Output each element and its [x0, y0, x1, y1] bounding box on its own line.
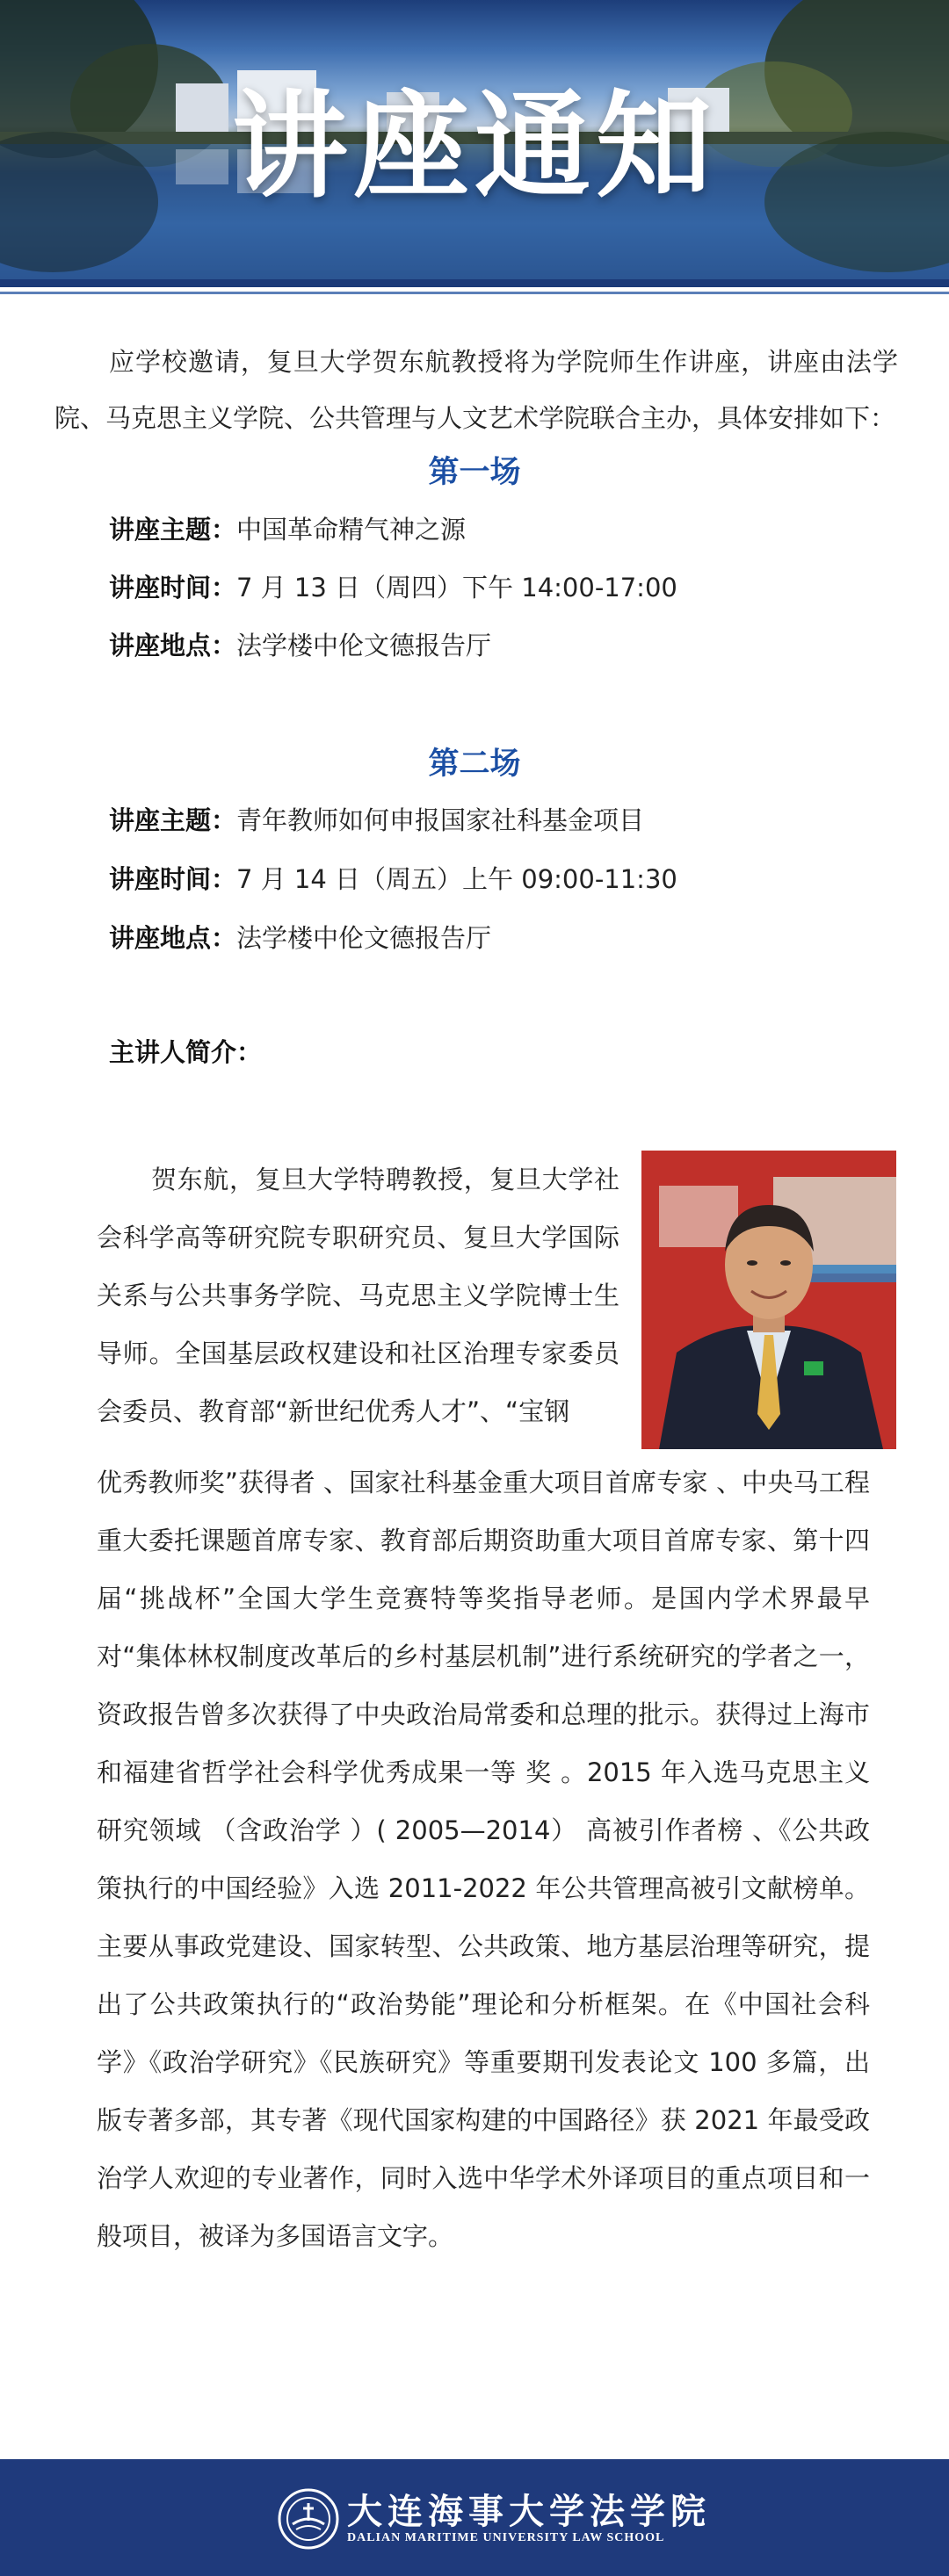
place-label: 讲座地点：: [109, 923, 237, 953]
topic-label: 讲座主题：: [109, 805, 237, 835]
speaker-portrait-image: [641, 1151, 896, 1449]
session-1-topic: [109, 512, 466, 547]
university-emblem-icon: [277, 2487, 340, 2551]
session-1-title: 第一场: [428, 455, 521, 490]
session-2-title: 第二场: [428, 747, 521, 782]
time-value: 7 月 13 日（周四）下午 14:00-17:00: [236, 573, 677, 603]
speaker-bio-heading: 主讲人简介：: [109, 1037, 263, 1067]
topic-value: 青年教师如何申报国家社科基金项目: [236, 805, 645, 835]
speaker-photo: [641, 1151, 896, 1449]
place-value: 法学楼中伦文德报告厅: [236, 923, 492, 953]
topic-label: 讲座主题：: [109, 515, 237, 545]
topic-value: 中国革命精气神之源: [236, 515, 467, 545]
intro-paragraph: 应学校邀请，复旦大学贺东航教授将为学院师生作讲座，讲座由法学院、马克思主义学院、公共管理与人文艺术学院联合主办，具体安排如下：: [54, 347, 898, 433]
footer-school-name-en: DALIAN MARITIME UNIVERSITY LAW SCHOOL: [347, 2531, 665, 2544]
time-label: 讲座时间：: [109, 573, 237, 603]
header-divider: [0, 279, 949, 287]
header-divider-thin: [0, 292, 949, 294]
footer-school-name-cn: 大连海事大学法学院: [347, 2491, 711, 2532]
time-label: 讲座时间：: [109, 864, 237, 894]
session-2-topic: [109, 803, 644, 838]
session-2-place: [109, 920, 491, 956]
session-1-place: [109, 628, 491, 663]
place-value: 法学楼中伦文德报告厅: [236, 631, 492, 660]
speaker-bio-paragraph-start: 贺东航，复旦大学特聘教授，复旦大学社会科学高等研究院专职研究员、复旦大学国际关系与公共事务学院、马克思主义学院博士生导师。全国基层政权建设和社区治理专家委员会委员、教育部“新世纪优秀人才”、“宝钢: [97, 1165, 619, 1426]
place-label: 讲座地点：: [109, 631, 237, 660]
speaker-bio-paragraph-rest: 优秀教师奖”获得者 、国家社科基金重大项目首席专家 、中央马工程重大委托课题首席专家、教育部后期资助重大项目首席专家、第十四届“挑战杯”全国大学生竞赛特等奖指导老师。是国内学术界最早对“集体林权制度改革后的乡村基层机制”进行系统研究的学者之一，资政报告曾多次获得了中央政治局常委和总理的批示。获得过上海市和福建省哲学社会科学优秀成果一等 奖 。2015 年入选马克思主义研究领域 （含政治学 ）( 2005—2014） 高被引作者榜 、《公共政策执行的中国经验》入选 2011-2022 年公共管理高被引文献榜单。主要从事政党建设、国家转型、公共政策、地方基层治理等研究，提出了公共政策执行的“政治势能”理论和分析框架。在《中国社会科学》《政治学研究》《民族研究》等重要期刊发表论文 100 多篇，出版专著多部，其专著《现代国家构建的中国路径》获 2021 年最受政治学人欢迎的专业著作，同时入选中华学术外译项目的重点项目和一般项目，被译为多国语言文字。: [97, 1468, 870, 2251]
page-title: 讲座通知: [232, 78, 717, 214]
time-value: 7 月 14 日（周五）上午 09:00-11:30: [236, 864, 677, 894]
session-1-time: [109, 570, 677, 605]
header-banner: [0, 0, 949, 279]
session-2-time: [109, 862, 677, 897]
